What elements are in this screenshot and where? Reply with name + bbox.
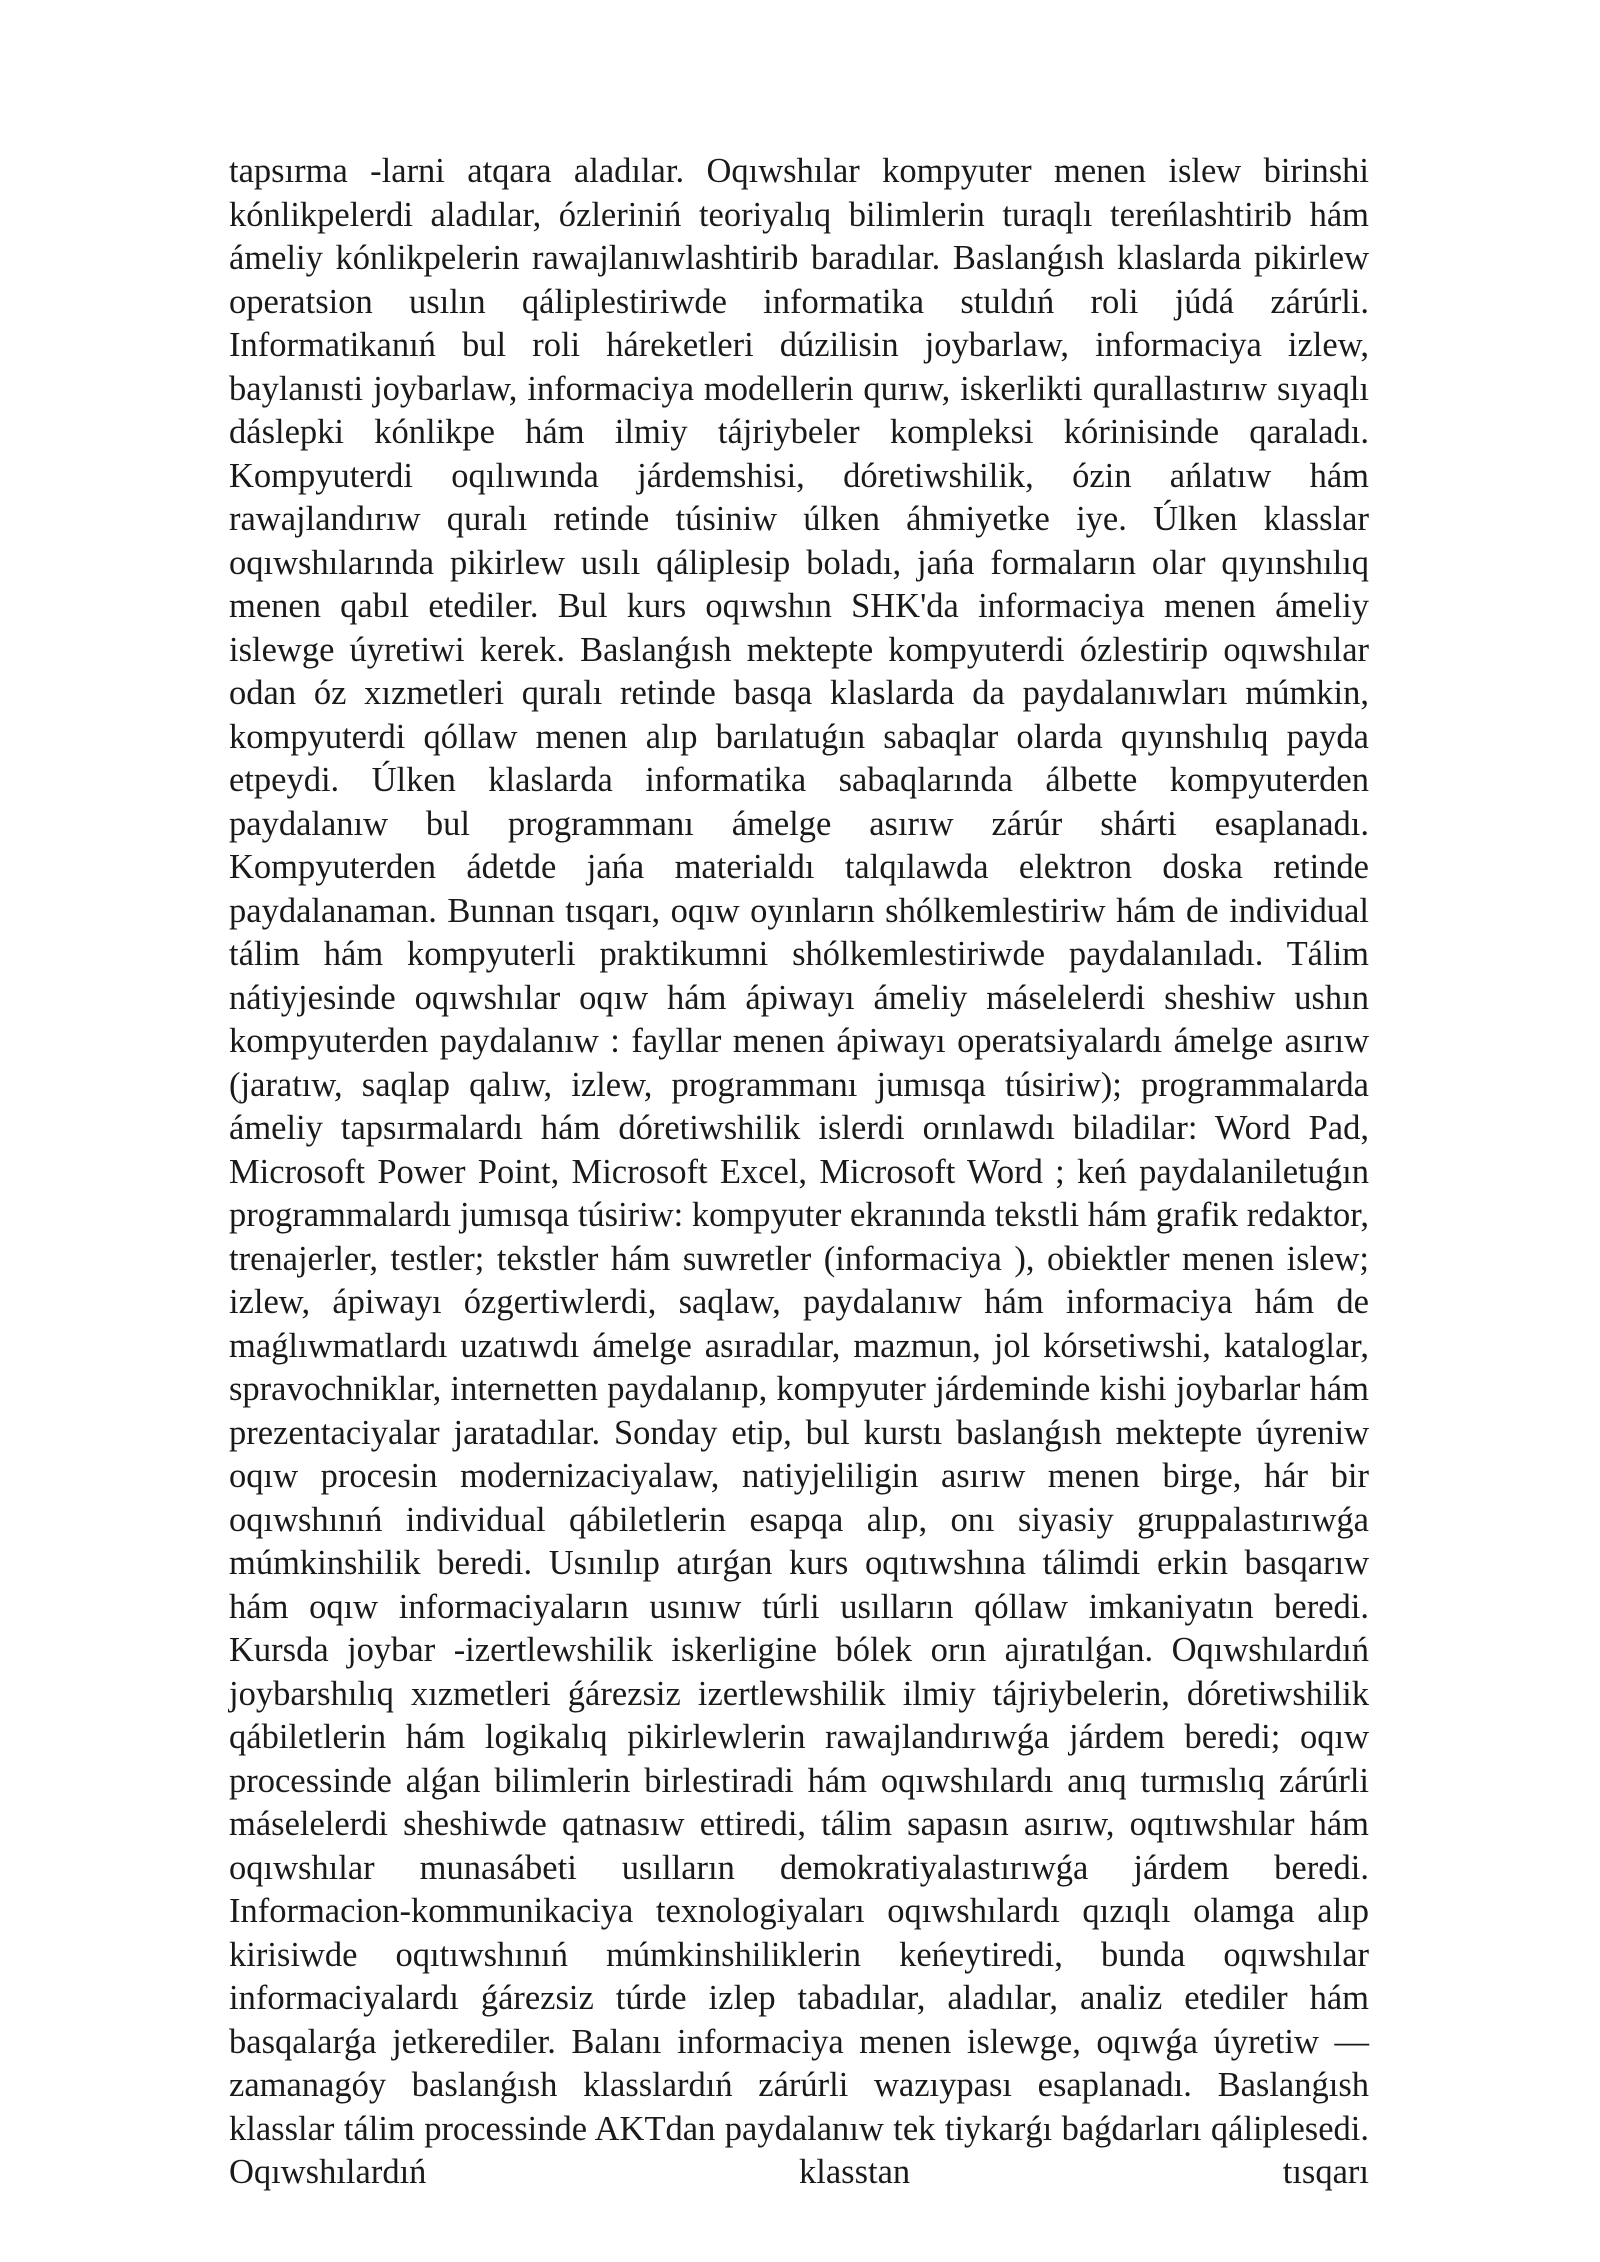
body-paragraph: tapsırma -larni atqara aladılar. Oqıwshılar kompyuter menen islew birinshi kónlikpelerdi aladılar, ózleriniń teoriyalıq bilimlerin turaqlı tereńlashtirib hám ámeliy kónlikpelerin rawajlanıwlashtirib baradılar. Baslanǵısh klaslarda pikirlew operatsion usılın qáliplestiriwde informatika stuldıń roli júdá zárúrli. Informatikanıń bul roli háreketleri dúzilisin joybarlaw, informaciya izlew, baylanısti joybarlaw, informaciya modellerin qurıw, iskerlikti qurallastırıw sıyaqlı dáslepki kónlikpe hám ilmiy tájriybeler kompleksi kórinisinde qaraladı. Kompyuterdi oqılıwında járdemshisi, dóretiwshilik, ózin ańlatıw hám rawajlandırıw quralı retinde túsiniw úlken áhmiyetke iye. Úlken klasslar oqıwshılarında pikirlew usılı qáliplesip boladı, jańa formaların olar qıyınshılıq menen qabıl etediler. Bul kurs oqıwshın SHK'da informaciya menen ámeliy islewge úyretiwi kerek. Baslanǵısh mektepte kompyuterdi ózlestirip oqıwshılar odan óz xızmetleri quralı retinde basqa klaslarda da paydalanıwları múmkin, kompyuterdi qóllaw menen alıp barılatuǵın sabaqlar olarda qıyınshılıq payda etpeydi. Úlken klaslarda informatika sabaqlarında álbette kompyuterden paydalanıw bul programmanı ámelge asırıw zárúr shárti esaplanadı. Kompyuterden ádetde jańa materialdı talqılawda elektron doska retinde paydalanaman. Bunnan tısqarı, oqıw oyınların shólkemlestiriw hám de individual tálim hám kompyuterli praktikumni shólkemlestiriwde paydalanıladı. Tálim nátiyjesinde oqıwshılar oqıw hám ápiwayı ámeliy máselelerdi sheshiw ushın kompyuterden paydalanıw : fayllar menen ápiwayı operatsiyalardı ámelge asırıw (jaratıw, saqlap qalıw, izlew, programmanı jumısqa túsiriw); programmalarda ámeliy tapsırmalardı hám dóretiwshilik islerdi orınlawdı biladilar: Word Pad, Microsoft Power Point, Microsoft Excel, Microsoft Word ; keń paydalaniletuǵın programmalardı jumısqa túsiriw: kompyuter ekranında tekstli hám grafik redaktor, trenajerler, testler; tekstler hám suwretler (informaciya ), obiektler menen islew; izlew, ápiwayı ózgertiwlerdi, saqlaw, paydalanıw hám informaciya hám de maǵlıwmatlardı uzatıwdı ámelge asıradılar, mazmun, jol kórsetiwshi, kataloglar, spravochniklar, internetten paydalanıp, kompyuter járdeminde kishi joybarlar hám prezentaciyalar jaratadılar. Sonday etip, bul kurstı baslanǵısh mektepte úyreniw oqıw procesin modernizaciyalaw, natiyjeliligin asırıw menen birge, hár bir oqıwshınıń individual qábiletlerin esapqa alıp, onı siyasiy gruppalastırıwǵa múmkinshilik beredi. Usınılıp atırǵan kurs oqıtıwshına tálimdi erkin basqarıw hám oqıw informaciyaların usınıw túrli usılların qóllaw imkaniyatın beredi. Kursda joybar -izertlewshilik iskerligine bólek orın ajıratılǵan. Oqıwshılardıń joybarshılıq xızmetleri ǵárezsiz izertlewshilik ilmiy tájriybelerin, dóretiwshilik qábiletlerin hám logikalıq pikirlewlerin rawajlandırıwǵa járdem beredi; oqıw processinde alǵan bilimlerin birlestiradi hám oqıwshılardı anıq turmıslıq zárúrli máselelerdi sheshiwde qatnasıw ettiredi, tálim sapasın asırıw, oqıtıwshılar hám oqıwshılar munasábeti usılların demokratiyalastırıwǵa járdem beredi. Informacion-kommunikaciya texnologiyaları oqıwshılardı qızıqlı olamga alıp kirisiwde oqıtıwshınıń múmkinshiliklerin keńeytiredi, bunda oqıwshılar informaciyalardı ǵárezsiz túrde izlep tabadılar, aladılar, analiz etediler hám basqalarǵa jetkerediler. Balanı informaciya menen islewge, oqıwǵa úyretiw — zamanagóy baslanǵısh klasslardıń zárúrli wazıypası esaplanadı. Baslanǵısh klasslar tálim processinde AKTdan paydalanıw tek tiykarǵı baǵdarları qáliplesedi. Oqıwshılardıń klasstan tısqarı [229, 152, 1369, 2191]
